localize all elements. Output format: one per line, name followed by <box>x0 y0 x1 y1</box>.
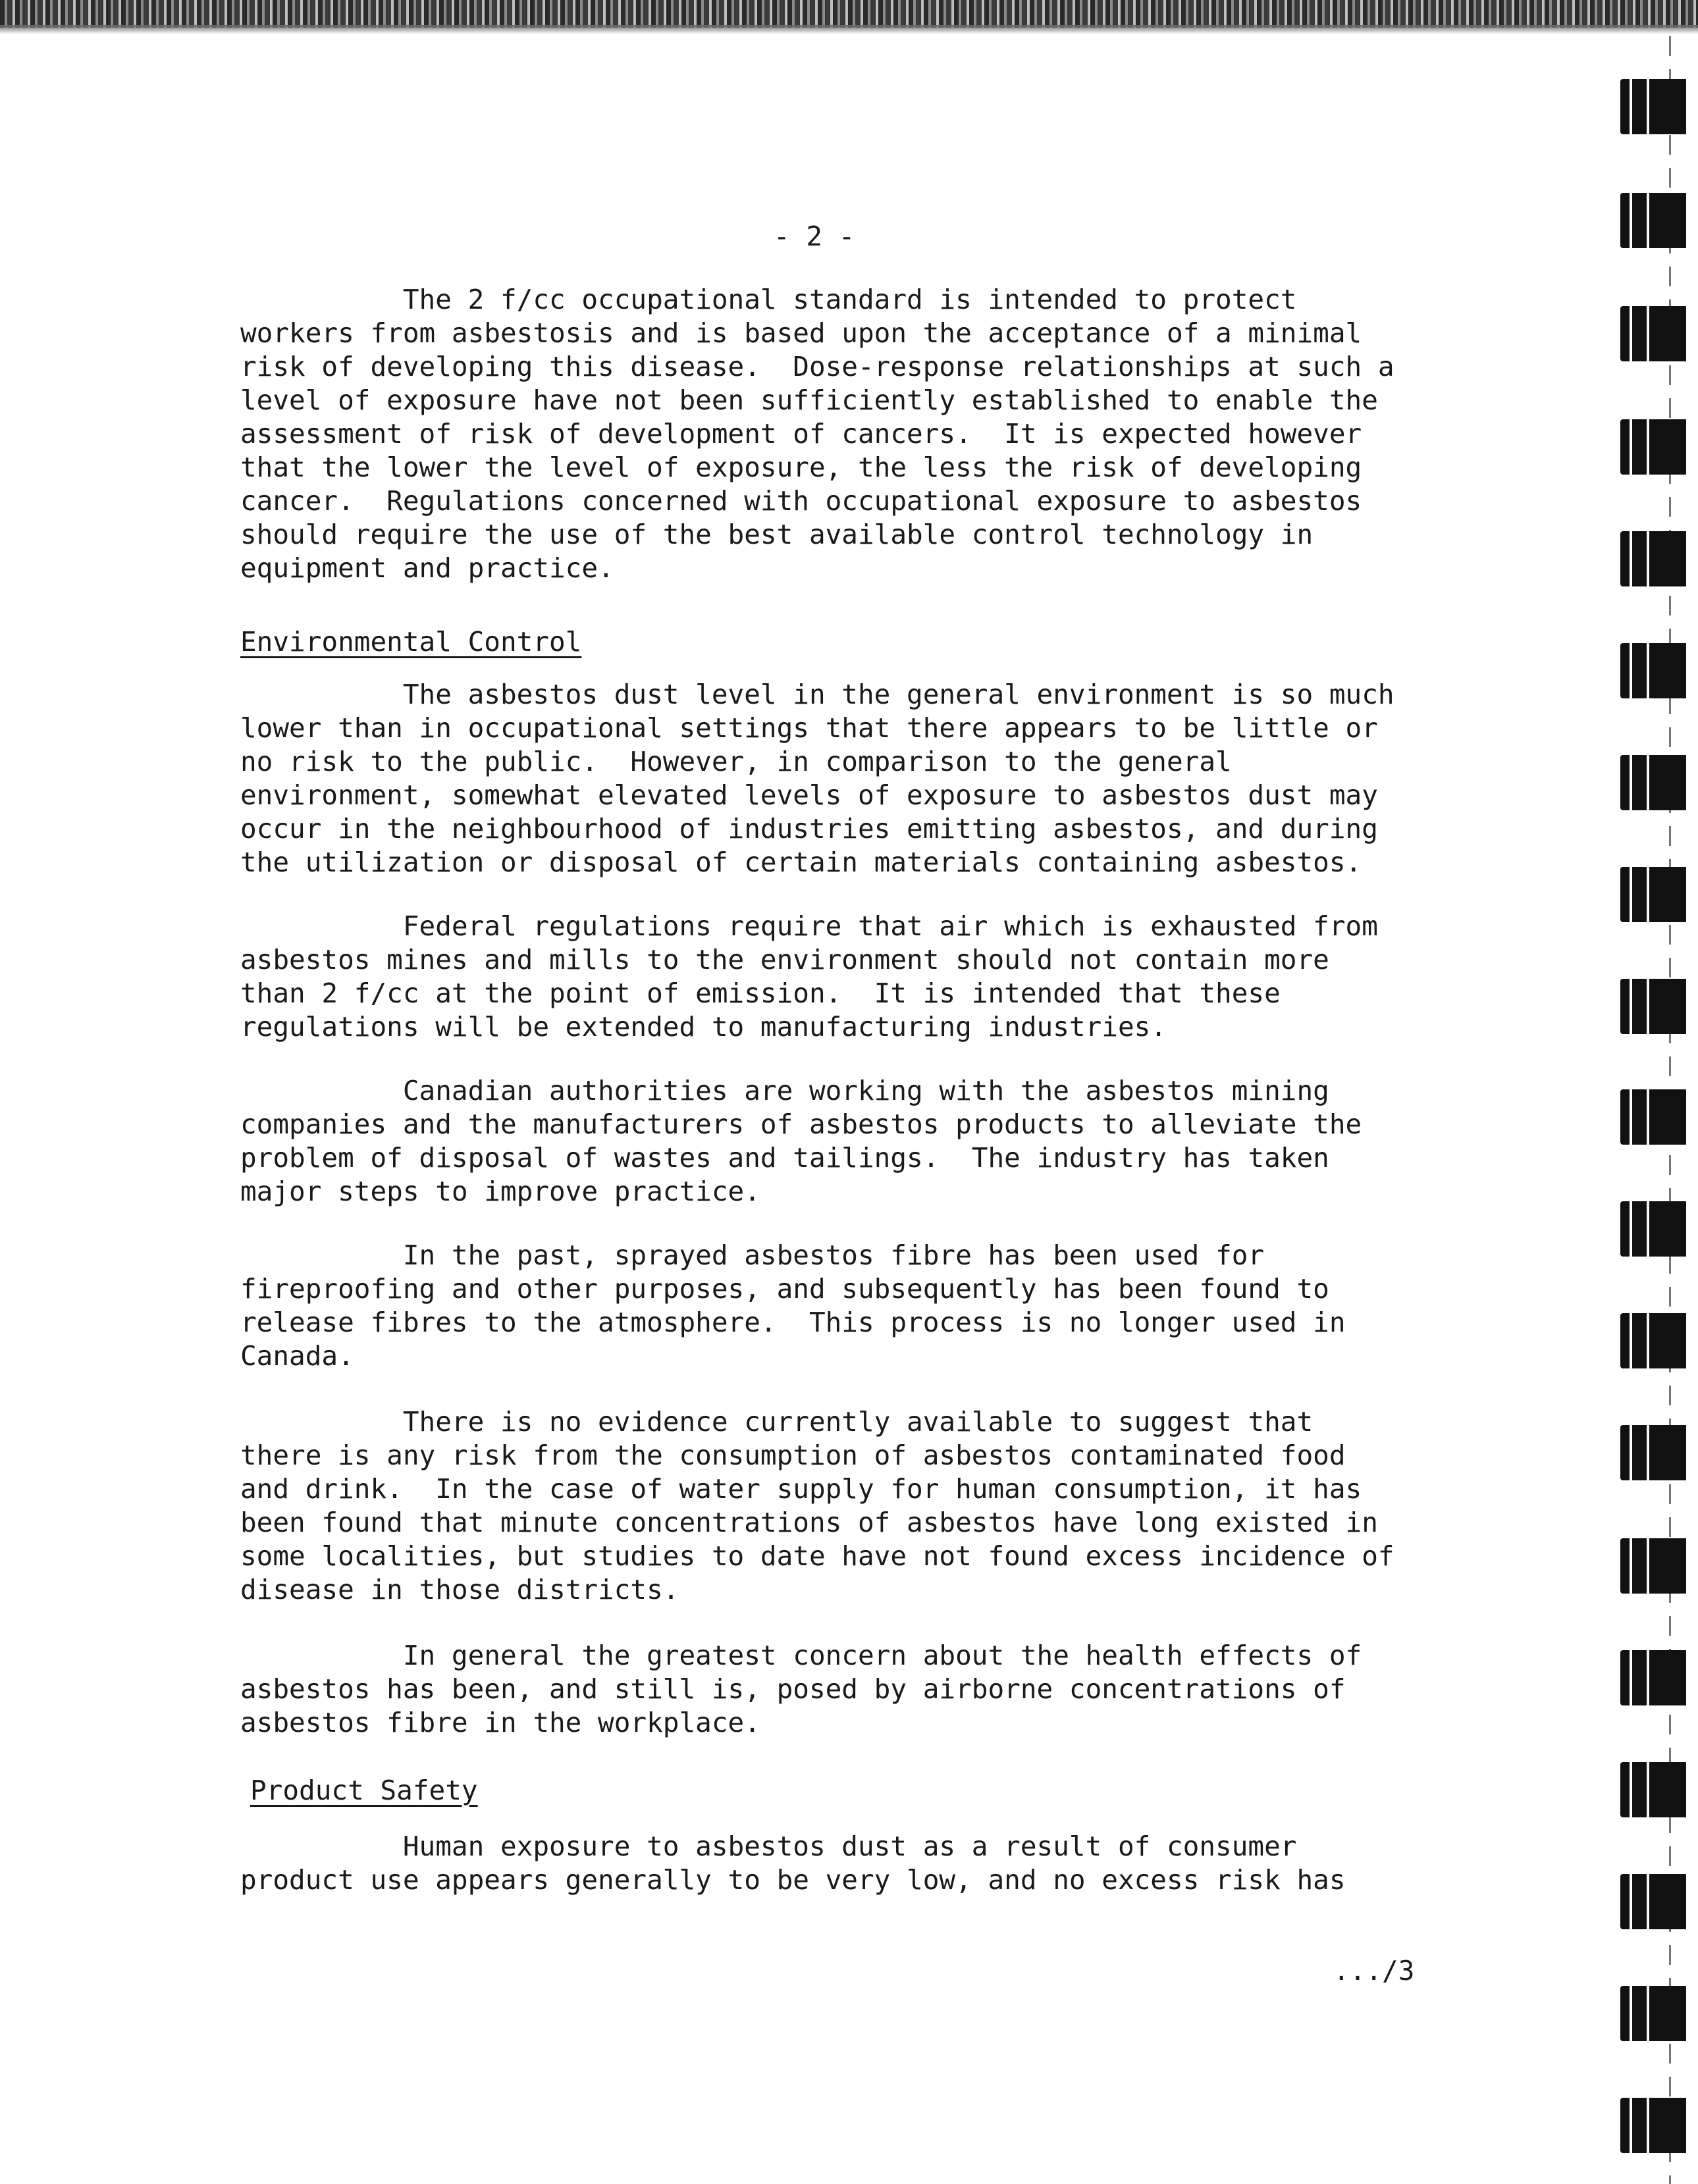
binding-ring <box>1620 79 1686 134</box>
paragraph-canadian-authorities: Canadian authorities are working with the asbestos mining companies and the manufacturers of asbestos products to alleviate the problem of disposal of wastes and tailings. The industry has taken major steps to improve practice. <box>240 1075 1362 1207</box>
paragraph-food-and-water: There is no evidence currently available to suggest that there is any risk from the consumption of asbestos contaminated food and drink. In the case of water supply for human consumption, it has been found that minute concentrations of asbestos have long existed in some localities, but studies to date have not found excess incidence of disease in those districts. <box>240 1406 1394 1605</box>
binding-ring <box>1620 643 1686 698</box>
scan-top-edge <box>0 0 1698 28</box>
binding-ring <box>1620 1201 1686 1257</box>
heading-product-safety: Product Safety <box>250 1775 478 1806</box>
binding-ring <box>1620 419 1686 475</box>
binding-ring <box>1620 1425 1686 1480</box>
binding-ring <box>1620 1762 1686 1817</box>
paragraph-consumer-products: Human exposure to asbestos dust as a result of consumer product use appears generally to be very low, and no excess risk has <box>240 1831 1346 1896</box>
paragraph-occupational-standard: The 2 f/cc occupational standard is intended to protect workers from asbestosis and is based upon the acceptance of a minimal risk of developing this disease. Dose-response relationships at such a level of exposure have not been sufficiently established to enable the assessment of risk of development of cancers. It is expected however that the lower the level of exposure, the less the risk of developing cancer. Regulations concerned with occupational exposure to asbestos should require the use of the best available control technology in equipment and practice. <box>240 284 1394 584</box>
page-number: - 2 - <box>774 221 855 252</box>
binding-ring <box>1620 531 1686 586</box>
scan-top-shadow <box>0 25 1698 34</box>
binding-ring <box>1620 306 1686 361</box>
binding-ring <box>1620 2098 1686 2153</box>
binding-ring <box>1620 1874 1686 1929</box>
paragraph-federal-regulations: Federal regulations require that air which is exhausted from asbestos mines and mills to the environment should not contain more than 2 f/cc at the point of emission. It is intended that these regulations will be extended to manufacturing industries. <box>240 910 1378 1043</box>
paragraph-sprayed-fibre: In the past, sprayed asbestos fibre has been used for fireproofing and other purposes, and subsequently has been found to release fibres to the atmosphere. This process is no longer used in Canada. <box>240 1239 1346 1372</box>
continued-marker: .../3 <box>1333 1955 1415 1987</box>
binding-ring <box>1620 1089 1686 1145</box>
paragraph-greatest-concern: In general the greatest concern about the health effects of asbestos has been, and still is, posed by airborne concentrations of asbestos fibre in the workplace. <box>240 1640 1362 1738</box>
binding-ring <box>1620 1650 1686 1705</box>
binding-ring <box>1620 867 1686 922</box>
binding-ring <box>1620 979 1686 1034</box>
spiral-binding <box>1616 36 1698 2184</box>
paragraph-general-environment: The asbestos dust level in the general environment is so much lower than in occupational settings that there appears to be little or no risk to the public. However, in comparison to the general environment, somewhat elevated levels of exposure to asbestos dust may occur in the neighbourhood of industries emitting asbestos, and during the utilization or disposal of certain materials containing asbestos. <box>240 679 1394 878</box>
heading-environmental-control: Environmental Control <box>240 626 582 658</box>
binding-ring <box>1620 1538 1686 1594</box>
binding-ring <box>1620 1313 1686 1368</box>
binding-ring <box>1620 193 1686 248</box>
binding-ring <box>1620 1986 1686 2041</box>
binding-ring <box>1620 755 1686 810</box>
